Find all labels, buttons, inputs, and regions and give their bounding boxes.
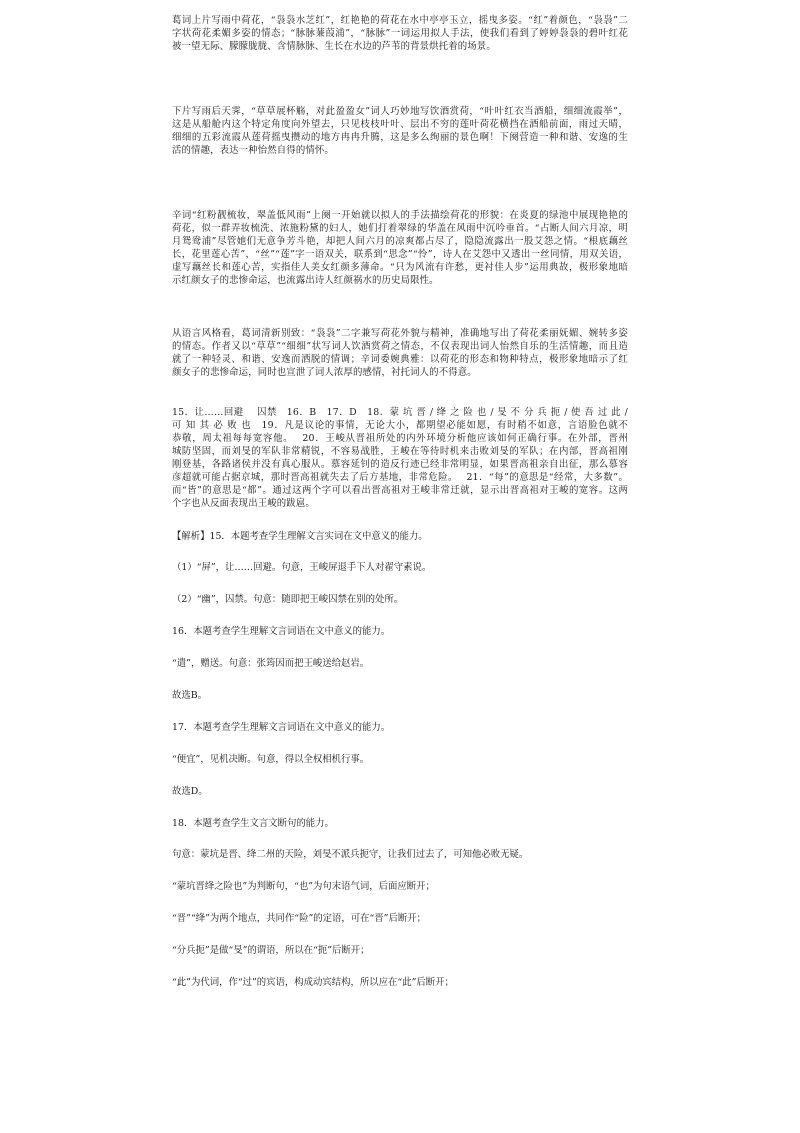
analysis-line: 句意：蒙坑是晋、绛二州的天险，刘旻不派兵扼守，让我们过去了，可知他必败无疑。: [172, 849, 529, 860]
analysis-line: 17．本题考查学生理解文言词语在文中意义的能力。: [172, 722, 391, 733]
paragraph-line: 长，花里莲心苦”，“丝”“莲”字一语双关，联系到“思念”“怜”，诗人在艾怨中又透出一丝同情，用双关语，: [172, 249, 628, 260]
paragraph-line: 辛词“红粉靓梳妆，翠盖低风雨”上阕一开始就以拟人的手法描绘荷花的形貌：在炎夏的绿池中展现艳艳的: [172, 210, 628, 221]
analysis-line: “分兵扼”是做“旻”的谓语，所以在“扼”后断开；: [172, 945, 370, 956]
paragraph-line: 示红颜女子的悲惨命运，也流露出诗人红颜祸水的历史局限性。: [172, 275, 439, 286]
analysis-line: “便宜”，见机决断。句意，得以全权相机行事。: [172, 754, 370, 765]
analysis-line: （2）“幽”，囚禁。句意：随即把王峻囚禁在别的处所。: [172, 594, 404, 605]
analysis-line: “遣”，赠送。句意：张筠因而把王峻送给赵岩。: [172, 658, 370, 669]
analysis-line: “蒙坑晋绛之险也”为判断句，“也”为句末语气词，后面应断开；: [172, 881, 435, 892]
analysis-line: 18．本题考查学生文言文断句的能力。: [172, 818, 334, 829]
paragraph-line: 城防坚固，而刘旻的军队非常精锐，不容易战胜，王峻在等待时机来击败刘旻的军队；在内部，晋高祖刚: [172, 446, 628, 457]
paragraph-line: 活的情趣，表达一种怡然自得的情怀。: [172, 145, 334, 156]
paragraph-line: 刚登基，各路诸侯并没有真心服从。慕容延钊的造反行迹已经非常明显，如果晋高祖亲自出征，那么慕容: [172, 459, 628, 470]
analysis-line: 故选B。: [172, 690, 208, 701]
paragraph-line: 可 知 其 必 败 也 19．凡是议论的事情，无论大小，都期望必能如愿，有时稍不如意，言语脸色就不: [172, 420, 628, 431]
analysis-line: “晋”“绛”为两个地点，共同作“险”的定语，可在“晋”后断开；: [172, 913, 426, 924]
analysis-line: 【解析】15．本题考查学生理解文言实词在文中意义的能力。: [172, 531, 428, 542]
paragraph-line: 从语言风格看，葛词清新别致：“袅袅”二字兼写荷花外貌与精神，准确地写出了荷花柔丽妩媚、婉转多姿: [172, 328, 628, 339]
analysis-line: “此”为代词，作“过”的宾语，构成动宾结构，所以应在“此”后断开；: [172, 977, 454, 988]
paragraph-line: 字状荷花柔媚多姿的情态；“脉脉蒹葭浦”，“脉脉”一词运用拟人手法，使我们看到了婷婷袅袅的碧叶红花: [172, 28, 628, 39]
paragraph-line: 细细的五彩流霞从莲荷摇曳攒动的地方冉冉升腾，这是多么绚丽的景色啊！下阕营造一种和谐、安逸的生: [172, 132, 628, 143]
paragraph-line: 虚写藕丝长和莲心苦，实指佳人美女红颜多薄命。“只为风流有许愁，更衬佳人步”运用典故，极形象地暗: [172, 262, 628, 273]
paragraph-line: 这是从船舱内这个特定角度向外望去，只见枝枝叶叶、层出不穷的莲叶荷花横挡在酒船前面，雨过天晴，: [172, 119, 628, 130]
analysis-line: 16．本题考查学生理解文言词语在文中意义的能力。: [172, 626, 391, 637]
paragraph-line: 被一望无际、朦朦胧胧、含情脉脉、生长在水边的芦苇的背景烘托着的场景。: [172, 41, 496, 52]
paragraph-line: 而“皆”的意思是“都”。通过这两个字可以看出晋高祖对王峻非常迁就，显示出晋高祖对王峻的宽容。这两: [172, 485, 628, 496]
paragraph-line: 葛词上片写雨中荷花，“袅袅水芝红”，红艳艳的荷花在水中亭亭玉立，摇曳多姿。“红”着颜色，“袅袅”二: [172, 15, 628, 26]
paragraph-line: 月鸳鸯浦”尽管她们无意争芳斗艳，却把人间六月的凉爽都占尽了，隐隐流露出一股艾怨之情。“根底藕丝: [172, 236, 628, 247]
paragraph-line: 就了一种轻灵、和谐、安逸而洒脱的情调；辛词委婉典雅：以荷花的形态和物种特点，极形象地暗示了红: [172, 354, 628, 365]
paragraph-line: 恭敬，周太祖每每宽容他。 20．王峻从晋祖所处的内外环境分析他应该如何正确行事。在外部，晋州: [172, 433, 628, 444]
analysis-line: （1）“屏”，让……回避。句意，王峻屏退手下人对翟守素说。: [172, 562, 432, 573]
paragraph-line: 15．让……回避 囚禁 16．B 17．D 18．蒙 坑 晋 / 绛 之 险 也 / 旻 不 分 兵 扼 / 使 吾 过 此 /: [172, 407, 628, 418]
paragraph-line: 颜女子的悲惨命运，同时也宣泄了词人浓厚的感情，衬托词人的不得意。: [172, 367, 477, 378]
paragraph-line: 个字也从反面表现出王峻的跋扈。: [172, 498, 315, 509]
paragraph-line: 的情态。作者又以“草草”“细细”状写词人饮酒赏荷之情态，不仅表现出词人怡然自乐的生活情趣，而且造: [172, 341, 628, 352]
paragraph-line: 荷花，似一群弄妆梳洗、浓施粉黛的妇人，她们打着翠绿的华盖在风雨中沉吟垂首。“占断人间六月凉，明: [172, 223, 628, 234]
paragraph-line: 彦超就可能占据京城，那时晋高祖就失去了后方基地，非常危险。 21．“每”的意思是“经常，大多数”。: [172, 472, 628, 483]
analysis-line: 故选D。: [172, 786, 208, 797]
paragraph-line: 下片写雨后天霁，“草草展杯觞，对此盈盈女”词人巧妙地写饮酒赏荷，“叶叶红衣当酒船，细细流霞举”，: [172, 106, 628, 117]
